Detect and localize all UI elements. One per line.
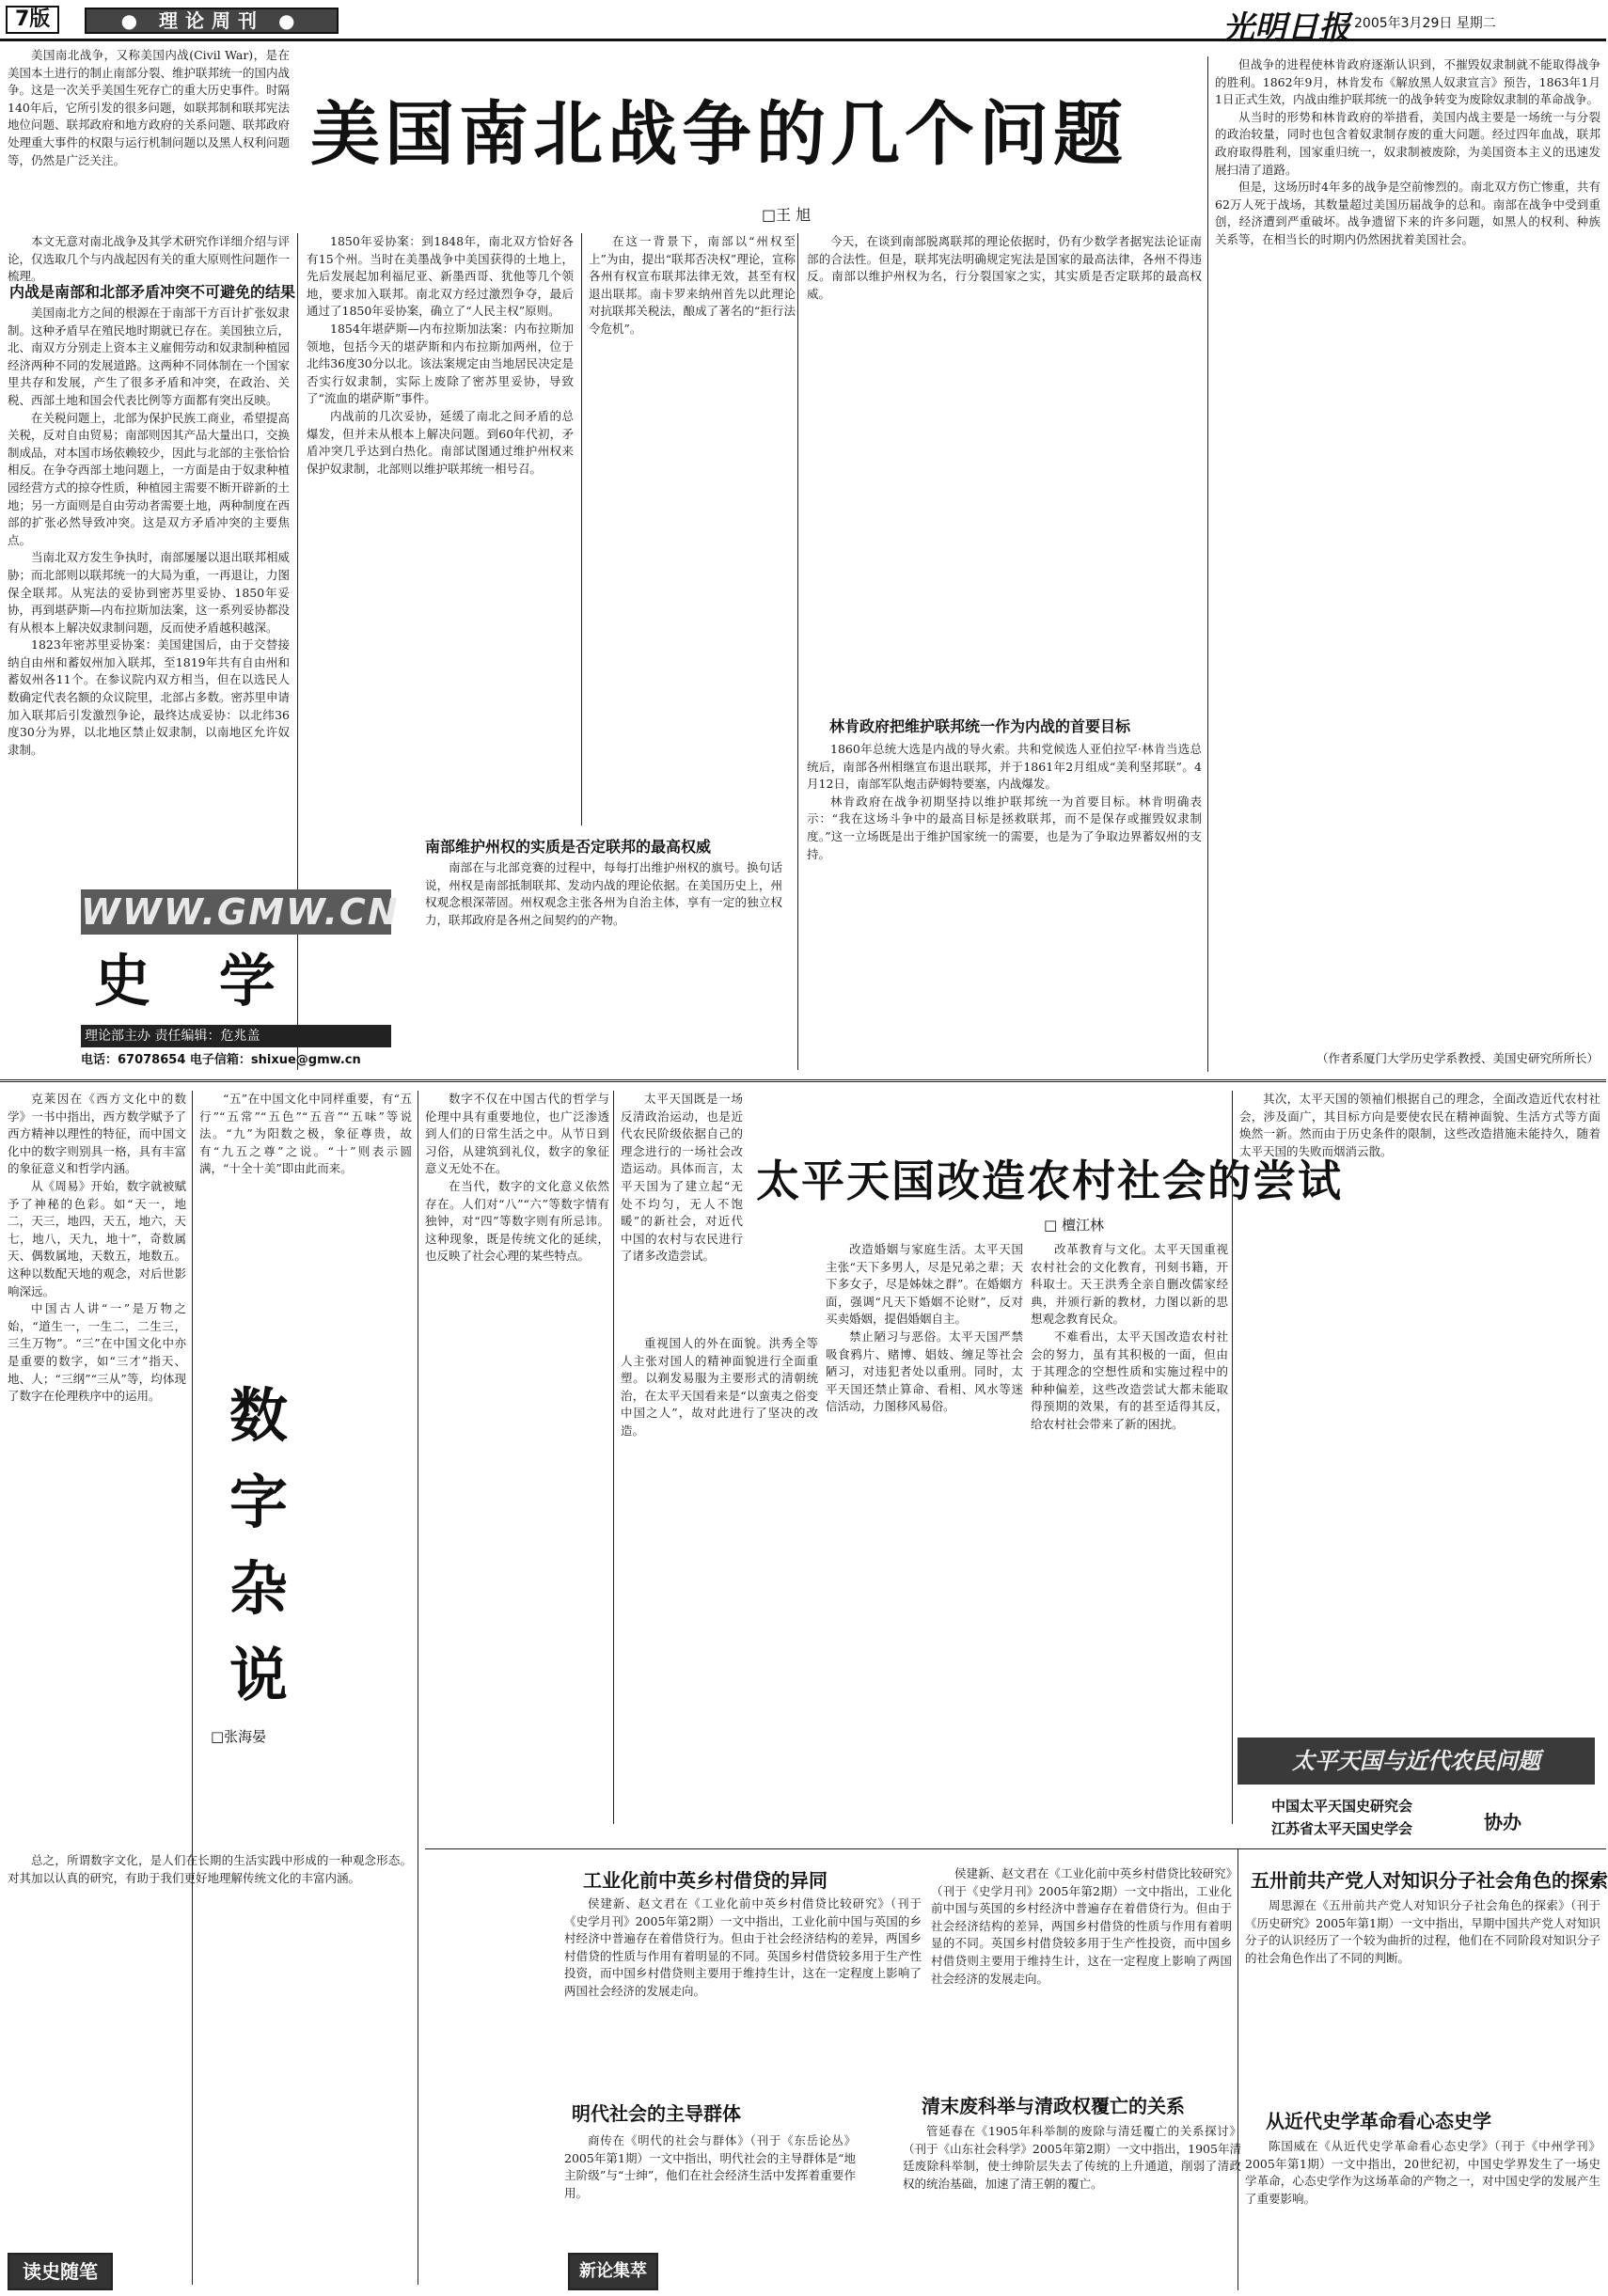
numbers-para: 克莱因在《西方文化中的数学》一书中指出，西方数学赋予了西方精神以理性的特征，而中国文化中的数字则别具一格，具有丰富的象征意义和哲学内涵。 <box>8 1092 186 1176</box>
reading-notes-logo: 读史随笔 <box>8 2253 113 2290</box>
numbers-para: 中国古人讲“一”是万物之始，“道生一，一生二，二生三，三生万物”。“三”在中国文化中亦是重要的数字，如“三才”指天、地、人；“三纲”“三从”等，均体现了数字在伦理秩序中的运用。 <box>8 1301 186 1404</box>
numbers-col-3 <box>425 1091 609 1965</box>
history-column-name: 史 学 <box>94 949 300 1014</box>
column-rule <box>581 233 582 826</box>
party-title: 五卅前共产党人对知识分子社会角色的探索 <box>1251 1869 1608 1892</box>
civil-war-col-2 <box>307 233 574 826</box>
co-organizer-1: 中国太平天国史研究会 <box>1271 1798 1413 1815</box>
taiping-para: 禁止陋习与恶俗。太平天国严禁吸食鸦片、赌博、娼妓、缠足等社会陋习，对违犯者处以重刑。同时，太平天国还禁止算命、看相、风水等迷信活动，力图移风易俗。 <box>826 1329 1023 1414</box>
history-section-box <box>81 874 400 1079</box>
website-banner: WWW.GMW.CN <box>81 891 400 933</box>
civil-war-para: 从当时的形势和林肯政府的举措看，美国内战主要是一场统一与分裂的政治较量，同时也包含着奴隶制存废的重大问题。经过四年血战，联邦政府取得胜利，国家重归统一，奴隶制被废除，为美国资本主义的迅速发展扫清了道路。 <box>1215 109 1600 177</box>
taiping-para: 其次，太平天国的领袖们根据自己的理念，全面改造近代农村社会，涉及面广，其目标方向是要使农民在精神面貌、生活方式等方面焕然一新。然而由于历史条件的限制，这些改造措施未能持久，随着太平天国的失败而烟消云散。 <box>1239 1092 1600 1158</box>
co-organizer-label: 协办 <box>1484 1811 1521 1833</box>
civil-war-byline: □王 旭 <box>762 206 812 224</box>
civil-war-col-3 <box>425 859 782 1072</box>
numbers-byline: □张海晏 <box>211 1728 267 1745</box>
civil-war-para: 美国南北方之间的根源在于南部干方百计扩张奴隶制。这种矛盾早在殖民地时期就已存在。美国独立后，北、南双方分别走上资本主义雇佣劳动和奴隶制种植园经济两种不同的发展道路。这两种不同体制在一个国家里共存和发展，产生了很多矛盾和冲突，在政治、关税、西部土地和国会代表比例等方面都有突出反映。 <box>8 306 291 407</box>
taiping-para: 太平天国既是一场反清政治运动，也是近代农民阶级依据自己的理念进行的一场社会改造运动。具体而言，太平天国为了建立起“无处不均匀，无人不饱暖”的新社会，对近代中国的农村与农民进行了诸多改造尝试。 <box>621 1092 743 1264</box>
masthead <box>0 0 1606 47</box>
civil-war-author-note: （作者系厦门大学历史学系教授、美国史研究所所长） <box>1316 1051 1599 1065</box>
ming-title: 明代社会的主导群体 <box>572 2102 741 2125</box>
taiping-col-2 <box>621 1335 818 1824</box>
editor-credit: 理论部主办 责任编辑：危兆盖 <box>81 1025 391 1047</box>
section-divider <box>425 1848 1606 1849</box>
civil-war-para: 当南北双方发生争执时，南部屡屡以退出联邦相威胁；而北部则以联邦统一的大局为重，一再退让，力图保全联邦。从宪法的妥协到密苏里妥协、1850年妥协，再到堪萨斯—内布拉斯加法案，这一系列妥协都没有从根本上解决奴隶制问题，反而使矛盾越积越深。 <box>8 550 291 635</box>
numbers-col-4 <box>8 1852 412 2285</box>
loans-para: 侯建新、赵文君在《工业化前中英乡村借贷比较研究》（刊于《史学月刊》2005年第2期）一文中指出，工业化前中国与英国的乡村经济中普遍存在着借贷行为。但由于社会经济结构的差异，两国乡村借贷的性质与作用有着明显的不同。英国乡村借贷较多用于生产性投资，而中国乡村借贷则主要用于维持生计，这在一定程度上影响了两国社会经济的发展走向。 <box>564 1896 922 1998</box>
civil-war-para: 今天，在谈到南部脱离联邦的理论依据时，仍有少数学者据宪法论证南部的合法性。但是，联邦宪法明确规定宪法是国家的最高法律，各州不得违反。南部以维护州权为名，行分裂国家之实，其实质是否定联邦的最高权威。 <box>807 234 1202 301</box>
column-rule <box>797 233 798 1070</box>
civil-war-intro <box>8 47 290 226</box>
taiping-byline: □ 檀江林 <box>1044 1217 1104 1234</box>
issue-date: 2005年3月29日 星期二 <box>1354 16 1496 31</box>
numbers-para: 在当代，数字的文化意义依然存在。人们对“八”“六”等数字情有独钟，对“四”等数字则有所忌讳。这种现象，既是传统文化的延续，也反映了社会心理的某些特点。 <box>425 1178 609 1264</box>
civil-war-para: 南部在与北部竞赛的过程中，每每打出维护州权的旗号。换句话说，州权是南部抵制联邦、发动内战的理论依据。在美国历史上，州权观念根深蒂固。州权观念主张各州为自治主体，享有一定的独立权力，联邦政府是各州之间契约的产物。 <box>425 860 782 927</box>
civil-war-note-text: 本文无意对南北战争及其学术研究作详细介绍与评论，仅选取几个与内战起因有关的重大原则性问题作一梳理。 <box>8 234 291 284</box>
co-organizer-2: 江苏省太平天国史学会 <box>1271 1820 1413 1837</box>
civil-war-intro-text: 美国南北战争，又称美国内战(Civil War)，是在美国本土进行的制止南部分裂、维护联邦统一的国内战争。这是一次关乎美国生死存亡的重大历史事件。时隔140年后，它所引发的很多问题，如联邦制和联邦宪法地位问题、联邦政府和地方政府的关系问题、联邦政府处理重大事件的权限与运行机制问题以及黑人权利问题等，仍然是广泛关注。 <box>8 48 291 167</box>
civil-war-para: 内战前的几次妥协，延缓了南北之间矛盾的总爆发，但并未从根本上解决问题。到60年代初，矛盾冲突几乎达到白热化。南部试图通过维护州权来保护奴隶制，北部则以维护联邦统一相号召。 <box>307 408 574 476</box>
numbers-title: 数字杂说 <box>229 1381 288 1709</box>
civil-war-col-6 <box>807 741 1202 1070</box>
civil-war-para: 1860年总统大选是内战的导火索。共和党候选人亚伯拉罕·林肯当选总统后，南部各州相继宣布退出联邦，并于1861年2月组成“美利坚邦联”。4月12日，南部军队炮击萨姆特要塞，内战爆发。 <box>807 742 1202 792</box>
civil-war-col-4 <box>589 233 796 826</box>
numbers-para: 从《周易》开始，数字就被赋予了神秘的色彩。如“天一，地二，天三，地四，天五，地六，天七，地八，天九，地十”，奇数属天、偶数属地，天数五，地数五。这种以数配天地的观念，对后世影响深远。 <box>8 1178 186 1298</box>
column-rule <box>1232 1091 1233 1824</box>
taiping-para: 改革教育与文化。太平天国重视农村社会的文化教育，刊刻书籍，开科取士。天王洪秀全亲自删改儒家经典，并颁行新的教材，力图以新的思想观念教育民众。 <box>1031 1242 1228 1327</box>
numbers-col-1 <box>8 1091 186 1843</box>
civil-war-note <box>8 233 291 284</box>
party-para: 周思源在《五卅前共产党人对知识分子社会角色的探索》（刊于《历史研究》2005年第1期）一文中指出，早期中国共产党人对知识分子的认识经历了一个较为曲折的过程，他们在不同阶段对知识分子的社会角色作出了不同的判断。 <box>1245 1898 1600 1965</box>
keju-para: 管延春在《1905年科举制的废除与清廷覆亡的关系探讨》（刊于《山东社会科学》2005年第2期）一文中指出，1905年清廷废除科举制，使士绅阶层失去了传统的上升通道，削弱了清政权的统治基础，加速了清王朝的覆亡。 <box>903 2124 1241 2191</box>
column-rule <box>613 1091 614 1824</box>
civil-war-para: 在关税问题上，北部为保护民族工商业，希望提高关税，反对自由贸易；南部则因其产品大量出口，交换制成品，对本国市场依赖较少，因此与北部的主张恰恰相反。在争夺西部土地问题上，一方面是由于奴隶种植园经营方式的掠夺性质，种植园主需要不断开辟新的土地；另一方面则是自由劳动者需要土地，两种制度在西部的扩张必然导致冲突。这是双方矛盾冲突的主要焦点。 <box>8 410 291 547</box>
civil-war-subhead-1: 内战是南部和北部矛盾冲突不可避免的结果 <box>9 283 296 301</box>
numbers-para: “五”在中国文化中同样重要，有“五行”“五常”“五色”“五音”“五味”等说法。“九”为阳数之极，象征尊贵，故有“九五之尊”之说。“十”则表示圆满，“十全十美”即由此而来。 <box>199 1092 412 1176</box>
party-text <box>1245 1897 1600 2085</box>
taiping-para: 不难看出，太平天国改造农村社会的努力，虽有其积极的一面，但由于其理念的空想性质和实施过程中的种种偏差，这些改造尝试大都未能取得预期的效果，有的甚至适得其反，给农村社会带来了新的困扰。 <box>1031 1329 1228 1431</box>
civil-war-para: 林肯政府在战争初期坚持以维护联邦统一为首要目标。林肯明确表示：“我在这场斗争中的最高目标是拯救联邦，而不是保存或摧毁奴隶制度。”这一立场既是出于维护国家统一的需要，也是为了争取边界蓄奴州的支持。 <box>807 794 1202 861</box>
mentality-title: 从近代史学革命看心态史学 <box>1266 2110 1491 2132</box>
civil-war-headline: 美国南北战争的几个问题 <box>310 94 1127 175</box>
taiping-para: 重视国人的外在面貌。洪秀全等人主张对国人的精神面貌进行全面重塑。以剃发易服为主要形式的清朝统治，在太平天国看来是“以蛮夷之俗变中国之人”，故对此进行了坚决的改造。 <box>621 1336 818 1438</box>
civil-war-para: 在这一背景下，南部以“州权至上”为由，提出“联邦否决权”理论，宣称各州有权宣布联邦法律无效，甚至有权退出联邦。南卡罗来纳州首先以此理论对抗联邦关税法，酿成了著名的“拒行法令危机”。 <box>589 234 796 336</box>
taiping-col-4 <box>1031 1241 1228 1824</box>
keju-intro <box>931 1865 1232 2100</box>
page-number: 7版 <box>6 6 59 34</box>
numbers-col-2 <box>199 1091 412 1345</box>
mentality-para: 陈国威在《从近代史学革命看心态史学》（刊于《中州学刊》2005年第1期）一文中指出，20世纪初，中国史学界发生了一场史学革命，心态史学作为这场革命的产物之一，对中国史学的发展产生了重要影响。 <box>1245 2139 1600 2206</box>
section-name: ● 理论周刊 ● <box>85 8 339 34</box>
numbers-para: 数字不仅在中国古代的哲学与伦理中具有重要地位，也广泛渗透到人们的日常生活之中。从节日到习俗，从建筑到礼仪，数字的象征意义无处不在。 <box>425 1092 609 1176</box>
taiping-col-5 <box>1239 1091 1600 1730</box>
taiping-col-3 <box>826 1241 1023 1824</box>
civil-war-para: 1850年妥协案：到1848年，南北双方恰好各有15个州。当时在美墨战争中美国获得的土地上，先后发展起加利福尼亚、新墨西哥、犹他等几个领地，要求加入联邦。南北双方经过激烈争夺，最后通过了1850年妥协案，确立了“人民主权”原则。 <box>307 234 574 319</box>
ming-para: 商传在《明代的社会与群体》（刊于《东岳论丛》2005年第1期）一文中指出，明代社会的主导群体是“地主阶级”与“士绅”，他们在社会经济生活中发挥着重要作用。 <box>564 2133 856 2200</box>
new-ideas-logo: 新论集萃 <box>568 2253 658 2290</box>
civil-war-col-5 <box>807 233 1202 675</box>
numbers-para: 总之，所谓数字文化，是人们在长期的生活实践中形成的一种观念形态。对其加以认真的研究，有助于我们更好地理解传统文化的丰富内涵。 <box>8 1853 412 1885</box>
civil-war-col-7 <box>1215 56 1600 1044</box>
section-divider <box>0 1079 1606 1082</box>
keju-title: 清末废科举与清政权覆亡的关系 <box>922 2095 1185 2117</box>
column-rule <box>1207 56 1208 1072</box>
contact-info: 电话：67078654 电子信箱：shixue@gmw.cn <box>81 1053 361 1067</box>
co-organizer-box <box>1238 1738 1606 1848</box>
civil-war-subhead-2: 南部维护州权的实质是否定联邦的最高权威 <box>425 838 712 856</box>
co-organizer-banner: 太平天国与近代农民问题 <box>1238 1738 1595 1785</box>
loans-text <box>564 1895 922 2084</box>
mentality-text <box>1245 2138 1600 2288</box>
civil-war-para: 1823年密苏里妥协案：美国建国后，由于交替接纳自由州和蓄奴州加入联邦，至1819年共有自由州和蓄奴州各11个。在参议院内双方相当，但在以选民人数确定代表名额的众议院里，北部占多数。密苏里申请加入联邦后引发激烈争论，最终达成妥协：以北纬36度30分为界，以北地区禁止奴隶制，以南地区允许奴隶制。 <box>8 637 291 757</box>
newspaper-logo: 光明日报 <box>1222 9 1350 47</box>
civil-war-col-1 <box>8 305 290 869</box>
keju-text <box>903 2123 1241 2285</box>
civil-war-para: 但战争的进程使林肯政府逐渐认识到，不摧毁奴隶制就不能取得战争的胜利。1862年9月，林肯发布《解放黑人奴隶宣言》预告，1863年1月1日正式生效，内战由维护联邦统一的战争转变为废除奴隶制的革命战争。 <box>1215 57 1600 107</box>
civil-war-para: 1854年堪萨斯—内布拉斯加法案：内布拉斯加领地，包括今天的堪萨斯和内布拉斯加两州，位于北纬36度30分以北。该法案规定由当地居民决定是否实行奴隶制，实际上废除了密苏里妥协，导致了“流血的堪萨斯”事件。 <box>307 321 574 406</box>
taiping-title: 太平天国改造农村社会的尝试 <box>756 1156 1343 1206</box>
keju-para: 侯建新、赵文君在《工业化前中英乡村借贷比较研究》（刊于《史学月刊》2005年第2期）一文中指出，工业化前中国与英国的乡村经济中普遍存在着借贷行为。但由于社会经济结构的差异，两国乡村借贷的性质与作用有着明显的不同。英国乡村借贷较多用于生产性投资，而中国乡村借贷则主要用于维持生计，这在一定程度上影响了两国社会经济的发展走向。 <box>931 1866 1232 1986</box>
taiping-col-1 <box>621 1091 743 1326</box>
loans-title: 工业化前中英乡村借贷的异同 <box>583 1869 828 1892</box>
civil-war-subhead-3: 林肯政府把维护联邦统一作为内战的首要目标 <box>829 717 1131 735</box>
civil-war-para: 但是，这场历时4年多的战争是空前惨烈的。南北双方伤亡惨重，共有62万人死于战场，其数量超过美国历届战争的总和。南部在战争中受到重创，经济遭到严重破坏。战争遗留下来的许多问题，如黑人的权利、种族关系等，在相当长的时期内仍然困扰着美国社会。 <box>1215 180 1600 246</box>
taiping-para: 改造婚姻与家庭生活。太平天国主张“天下多男人，尽是兄弟之辈；天下多女子，尽是姊妹之群”。在婚姻方面，强调“凡天下婚姻不论财”，反对买卖婚姻，提倡婚姻自主。 <box>826 1242 1023 1327</box>
